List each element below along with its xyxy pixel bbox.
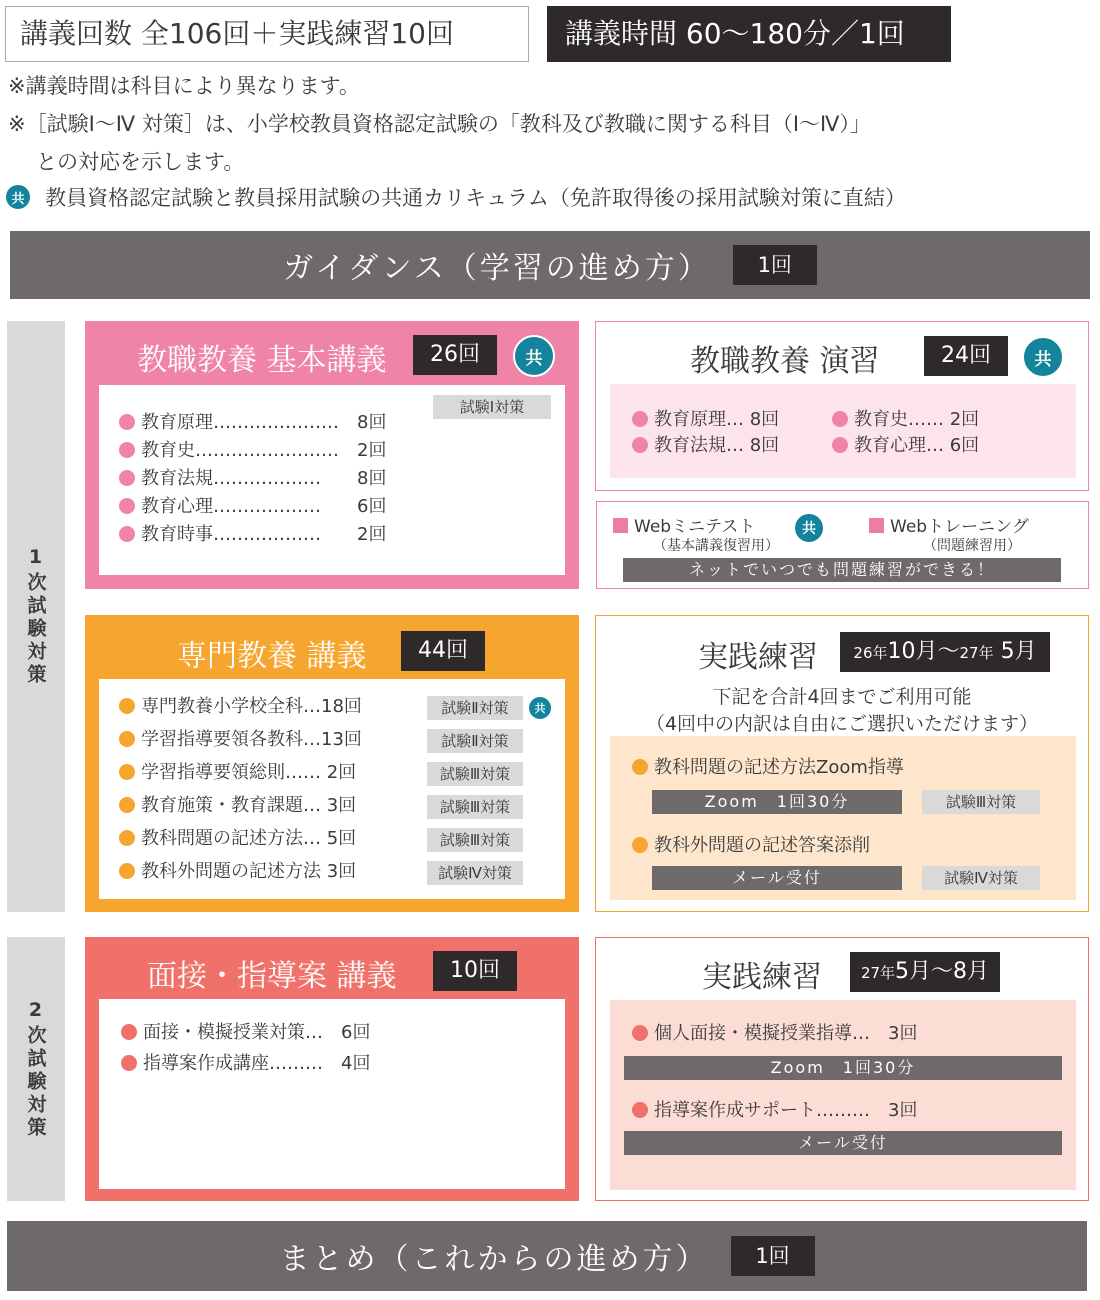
bullet-dot	[119, 797, 135, 813]
bullet-dot	[121, 1055, 137, 1071]
bullet-dot	[119, 731, 135, 747]
senmon-item-tag: 試験Ⅱ対策	[427, 729, 523, 753]
jissen1-item2-tag: 試験Ⅳ対策	[922, 866, 1040, 890]
jissen1-item1-tag: 試験Ⅲ対策	[922, 790, 1040, 814]
matome-count: 1回	[731, 1236, 815, 1276]
bullet-dot	[632, 437, 648, 453]
senmon-item	[119, 761, 356, 785]
jissen2-item1: 個人面接・模擬授業指導… 3回	[632, 1022, 917, 1046]
enshu-count: 24回	[924, 336, 1008, 376]
lecture-time-text: 講義時間 60〜180分／1回	[565, 17, 905, 50]
jissen2-period: 27年5月〜8月	[850, 952, 1000, 992]
kiso-item-label: 教育史……………………	[141, 440, 339, 461]
bullet-dot	[119, 414, 135, 430]
kiso-item-label: 教育時事………………	[141, 524, 321, 545]
enshu-item: 教育心理… 6回	[832, 434, 979, 458]
jissen1-panel	[610, 736, 1076, 900]
jissen1-block	[595, 615, 1089, 912]
web-training-sub: （問題練習用）	[923, 538, 1021, 554]
jissen1-item1-bar: Zoom 1回30分	[652, 790, 902, 814]
kiso-item-count: 2回	[357, 440, 387, 461]
mensetsu-block	[85, 937, 579, 1201]
guidance-title: ガイダンス（学習の進め方）	[283, 251, 711, 286]
jissen1-desc1: 下記を合計4回までご利用可能	[712, 686, 972, 708]
kiso-item	[119, 523, 387, 547]
kiso-item	[119, 439, 387, 463]
jissen1-desc2: （4回中の内訳は自由にご選択いただけます）	[645, 713, 1039, 735]
guidance-count: 1回	[733, 245, 817, 285]
mensetsu-count: 10回	[433, 951, 517, 991]
mensetsu-panel	[99, 999, 565, 1189]
kiso-count: 26回	[413, 335, 497, 375]
enshu-common-icon: 共	[1022, 336, 1064, 378]
enshu-item: 教育原理… 8回	[632, 408, 779, 432]
jissen2-panel	[610, 1000, 1076, 1190]
lecture-count-box	[5, 6, 529, 62]
bullet-dot	[119, 526, 135, 542]
kiso-item	[119, 467, 387, 491]
senmon-item-label: 教科問題の記述方法… 5回	[141, 828, 357, 849]
guidance-bar	[10, 231, 1090, 299]
legend-text: 教員資格認定試験と教員採用試験の共通カリキュラム（免許取得後の採用試験対策に直結）	[45, 186, 906, 210]
web-minitest-sub: （基本講義復習用）	[653, 538, 779, 554]
senmon-item	[119, 695, 362, 719]
senmon-common-icon: 共	[527, 695, 553, 721]
senmon-item-label: 専門教養小学校全科…18回	[141, 696, 362, 717]
side-label-second: 2次試験対策	[7, 937, 65, 1201]
bullet-dot	[119, 498, 135, 514]
kiso-item-label: 教育原理…………………	[141, 412, 339, 433]
web-block	[596, 501, 1089, 589]
senmon-item	[119, 860, 356, 884]
senmon-item-tag: 試験Ⅲ対策	[427, 828, 523, 852]
jissen2-title: 実践練習	[702, 960, 822, 995]
enshu-panel	[610, 384, 1076, 478]
senmon-item-label: 学習指導要領各教科…13回	[141, 729, 362, 750]
mensetsu-item: 指導案作成講座……… 4回	[121, 1052, 370, 1076]
senmon-item	[119, 728, 362, 752]
kiso-item-count: 8回	[357, 412, 387, 433]
jissen2-block	[595, 937, 1089, 1201]
kiso-item	[119, 495, 387, 519]
bullet-dot	[119, 442, 135, 458]
kiso-item-label: 教育法規………………	[141, 468, 321, 489]
kiso-block	[85, 321, 579, 589]
square-bullet	[613, 518, 628, 533]
note-1: ※講義時間は科目により異なります。	[8, 74, 360, 98]
kiso-common-icon: 共	[513, 335, 555, 377]
bullet-dot	[119, 863, 135, 879]
jissen2-item2: 指導案作成サポート……… 3回	[632, 1099, 917, 1123]
enshu-item: 教育法規… 8回	[632, 434, 779, 458]
bullet-dot	[632, 837, 648, 853]
web-minitest: Webミニテスト	[613, 512, 755, 537]
enshu-title: 教職教養 演習	[690, 344, 880, 379]
jissen1-item2-bar: メール受付	[652, 866, 902, 890]
web-common-icon: 共	[793, 512, 825, 544]
bullet-dot	[832, 437, 848, 453]
kiso-panel	[99, 385, 565, 575]
bullet-dot	[632, 1102, 648, 1118]
bullet-dot	[632, 759, 648, 775]
senmon-item-label: 教育施策・教育課題… 3回	[141, 795, 357, 816]
senmon-item-label: 教科外問題の記述方法 3回	[141, 861, 357, 882]
kiso-tag: 試験Ⅰ対策	[433, 395, 551, 419]
jissen1-title: 実践練習	[698, 640, 818, 675]
matome-bar	[7, 1221, 1087, 1291]
jissen1-item1: 教科問題の記述方法Zoom指導	[632, 756, 904, 780]
bullet-dot	[119, 830, 135, 846]
jissen2-item1-bar: Zoom 1回30分	[624, 1056, 1062, 1080]
bullet-dot	[119, 470, 135, 486]
kiso-item-label: 教育心理………………	[141, 496, 321, 517]
senmon-item-tag: 試験Ⅲ対策	[427, 795, 523, 819]
kiso-title: 教職教養 基本講義	[137, 343, 387, 378]
jissen1-period: 26年10月〜27年 5月	[840, 632, 1050, 672]
bullet-dot	[632, 1025, 648, 1041]
senmon-count: 44回	[401, 631, 485, 671]
bullet-dot	[119, 764, 135, 780]
senmon-panel	[99, 679, 565, 899]
enshu-item: 教育史…… 2回	[832, 408, 979, 432]
mensetsu-item: 面接・模擬授業対策… 6回	[121, 1021, 370, 1045]
jissen2-item2-bar: メール受付	[624, 1131, 1062, 1155]
matome-title: まとめ（これからの進め方）	[279, 1242, 709, 1277]
bullet-dot	[121, 1024, 137, 1040]
bullet-dot	[632, 411, 648, 427]
web-training: Webトレーニング	[869, 512, 1029, 537]
mensetsu-title: 面接・指導案 講義	[147, 959, 397, 994]
bullet-dot	[832, 411, 848, 427]
kiso-item-count: 8回	[357, 468, 387, 489]
jissen1-item2: 教科外問題の記述答案添削	[632, 834, 870, 858]
side-label-first: 1次試験対策	[7, 321, 65, 912]
web-bar: ネットでいつでも問題練習ができる！	[623, 558, 1061, 582]
note-2a: ※［試験Ⅰ〜Ⅳ 対策］は、小学校教員資格認定試験の「教科及び教職に関する科目（Ⅰ〜Ⅳ）」	[8, 112, 871, 136]
lecture-time-box	[547, 6, 951, 62]
legend-row	[4, 182, 906, 212]
kiso-item-count: 6回	[357, 496, 387, 517]
kiso-item	[119, 411, 387, 435]
square-bullet	[869, 518, 884, 533]
senmon-item-tag: 試験Ⅱ対策	[427, 696, 523, 720]
senmon-title: 専門教養 講義	[177, 639, 367, 674]
bullet-dot	[119, 698, 135, 714]
kiso-item-count: 2回	[357, 524, 387, 545]
senmon-item-label: 学習指導要領総則…… 2回	[141, 762, 357, 783]
senmon-item-tag: 試験Ⅲ対策	[427, 762, 523, 786]
lecture-count-text: 講義回数 全106回＋実践練習10回	[20, 17, 454, 50]
senmon-item-tag: 試験Ⅳ対策	[427, 861, 523, 885]
senmon-item	[119, 827, 356, 851]
senmon-item	[119, 794, 356, 818]
common-curriculum-icon: 共	[4, 183, 32, 211]
enshu-block	[595, 321, 1089, 491]
senmon-block	[85, 615, 579, 912]
note-2b: との対応を示します。	[36, 150, 245, 174]
